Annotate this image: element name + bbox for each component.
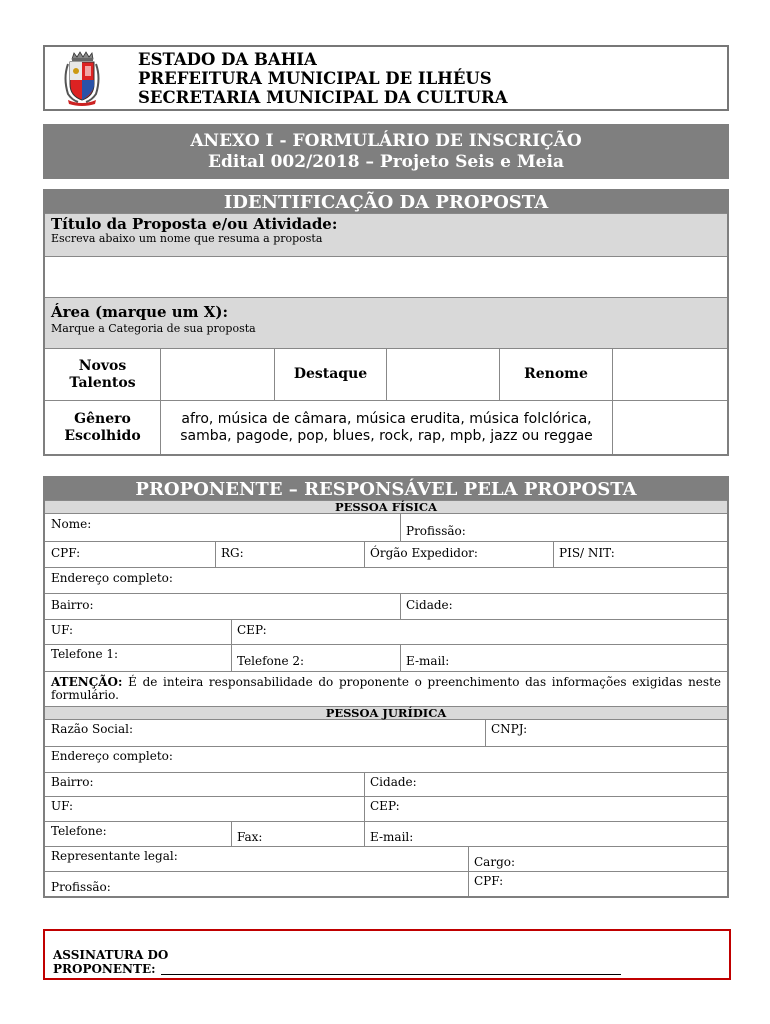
pf-cep-field[interactable]: CEP: bbox=[237, 623, 267, 637]
pf-cpf-field[interactable]: CPF: bbox=[51, 546, 81, 560]
pj-email-field[interactable]: E-mail: bbox=[370, 830, 414, 844]
pf-email-field[interactable]: E-mail: bbox=[406, 654, 450, 668]
pj-fax-field[interactable]: Fax: bbox=[237, 830, 263, 844]
attention-text: É de inteira responsabilidade do proponente o preenchimento das informações exigidas neste formulário. bbox=[51, 675, 721, 702]
pf-uf-field[interactable]: UF: bbox=[51, 623, 74, 637]
pj-row-contact bbox=[45, 822, 727, 847]
pj-row-endereco bbox=[45, 747, 727, 773]
pf-orgao-field[interactable]: Órgão Expedidor: bbox=[370, 546, 478, 560]
pf-row-uf bbox=[45, 620, 727, 645]
pf-pis-field[interactable]: PIS/ NIT: bbox=[559, 546, 615, 560]
category-destaque-checkbox[interactable] bbox=[387, 349, 500, 401]
pf-nome-field[interactable]: Nome: bbox=[51, 517, 92, 531]
pf-row-bairro bbox=[45, 594, 727, 620]
pj-row-bairro bbox=[45, 773, 727, 797]
pf-row-documents bbox=[45, 542, 727, 568]
attention-note bbox=[45, 672, 727, 706]
pj-endereco-field[interactable]: Endereço completo: bbox=[51, 749, 173, 763]
area-hint: Marque a Categoria de sua proposta bbox=[51, 322, 256, 335]
category-renome-checkbox[interactable] bbox=[613, 349, 727, 401]
pf-telefone2-field[interactable]: Telefone 2: bbox=[237, 654, 305, 668]
genre-checkbox[interactable] bbox=[613, 401, 727, 454]
pf-row-contact bbox=[45, 645, 727, 672]
coat-of-arms-icon bbox=[62, 50, 102, 106]
document-header bbox=[43, 45, 729, 111]
proposal-title-label-box bbox=[45, 213, 727, 257]
annex-subtitle: Edital 002/2018 – Projeto Seis e Meia bbox=[208, 152, 564, 172]
identification-section bbox=[43, 189, 729, 456]
pf-row-endereco bbox=[45, 568, 727, 594]
signature-line[interactable] bbox=[161, 974, 621, 975]
pj-bairro-field[interactable]: Bairro: bbox=[51, 775, 94, 789]
category-novos-talentos-checkbox[interactable] bbox=[161, 349, 275, 401]
annex-title: ANEXO I - FORMULÁRIO DE INSCRIÇÃO bbox=[190, 131, 582, 151]
pj-row-representante bbox=[45, 847, 727, 872]
proposal-title-label: Título da Proposta e/ou Atividade: bbox=[51, 215, 338, 233]
header-state: ESTADO DA BAHIA bbox=[138, 50, 317, 69]
header-secretariat: SECRETARIA MUNICIPAL DA CULTURA bbox=[138, 88, 508, 107]
signature-box bbox=[43, 929, 731, 980]
pj-razao-field[interactable]: Razão Social: bbox=[51, 722, 134, 736]
genre-options: afro, música de câmara, música erudita, música folclórica, samba, pagode, pop, blues, rock, rap, mpb, jazz ou reggae bbox=[161, 401, 613, 454]
pf-rg-field[interactable]: RG: bbox=[221, 546, 244, 560]
category-destaque: Destaque bbox=[275, 349, 387, 401]
category-novos-talentos: Novos Talentos bbox=[45, 349, 161, 401]
pj-cep-field[interactable]: CEP: bbox=[370, 799, 400, 813]
pessoa-juridica-title: PESSOA JURÍDICA bbox=[45, 706, 727, 720]
proposal-title-field[interactable] bbox=[45, 257, 727, 297]
pj-uf-field[interactable]: UF: bbox=[51, 799, 74, 813]
identification-title: IDENTIFICAÇÃO DA PROPOSTA bbox=[45, 191, 727, 213]
signature-label: ASSINATURA DO PROPONENTE: bbox=[53, 948, 169, 976]
pj-cargo-field[interactable]: Cargo: bbox=[474, 855, 516, 869]
pf-cidade-field[interactable]: Cidade: bbox=[406, 598, 453, 612]
pj-row-uf bbox=[45, 797, 727, 822]
attention-label: ATENÇÃO: bbox=[51, 675, 123, 689]
pj-cpf-field[interactable]: CPF: bbox=[474, 874, 504, 888]
header-prefecture: PREFEITURA MUNICIPAL DE ILHÉUS bbox=[138, 69, 492, 88]
pj-profissao-field[interactable]: Profissão: bbox=[51, 880, 111, 894]
pf-telefone1-field[interactable]: Telefone 1: bbox=[51, 647, 119, 661]
genre-label: Gênero Escolhido bbox=[45, 401, 161, 454]
pessoa-fisica-title: PESSOA FÍSICA bbox=[45, 500, 727, 514]
annex-banner bbox=[43, 124, 729, 179]
pj-row-profissao bbox=[45, 872, 727, 896]
pf-endereco-field[interactable]: Endereço completo: bbox=[51, 571, 173, 585]
pj-representante-field[interactable]: Representante legal: bbox=[51, 849, 178, 863]
proponent-section bbox=[43, 476, 729, 898]
pf-row-nome bbox=[45, 514, 727, 542]
area-label-box bbox=[45, 297, 727, 349]
pj-telefone-field[interactable]: Telefone: bbox=[51, 824, 107, 838]
pj-cidade-field[interactable]: Cidade: bbox=[370, 775, 417, 789]
area-label: Área (marque um X): bbox=[51, 303, 229, 321]
category-renome: Renome bbox=[500, 349, 613, 401]
pf-profissao-field[interactable]: Profissão: bbox=[406, 524, 466, 538]
proponent-title: PROPONENTE – RESPONSÁVEL PELA PROPOSTA bbox=[45, 478, 727, 500]
proposal-title-hint: Escreva abaixo um nome que resuma a proposta bbox=[51, 232, 323, 245]
pj-cnpj-field[interactable]: CNPJ: bbox=[491, 722, 528, 736]
pj-row-razao bbox=[45, 720, 727, 747]
pf-bairro-field[interactable]: Bairro: bbox=[51, 598, 94, 612]
